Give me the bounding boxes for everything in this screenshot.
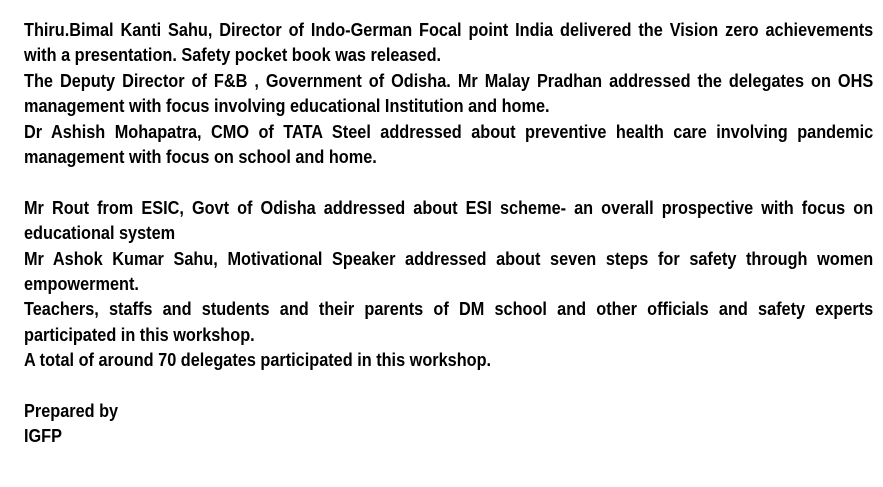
paragraph-esic: Mr Rout from ESIC, Govt of Odisha addressed about ESI scheme- an overall prospective with focus on educational system [24,196,874,244]
paragraph-spacer [24,169,873,194]
signature-spacer [24,373,873,398]
paragraph-vision-zero: Thiru.Bimal Kanti Sahu, Director of Indo-German Focal point India delivered the Vision zero achievements with a presentation. Safety pocket book was released. [24,19,874,66]
prepared-by-label: Prepared by [24,400,119,422]
paragraph-fb-deputy-director: The Deputy Director of F&B , Government of Odisha. Mr Malay Pradhan addressed the delegates on OHS management with focus involving educational Institution and home. [24,69,874,117]
document-body [24,17,873,449]
paragraph-tata-steel-cmo: Dr Ashish Mohapatra, CMO of TATA Steel addressed about preventive health care involving pandemic management with focus on school and home. [24,120,874,168]
paragraph-participants: Teachers, staffs and students and their parents of DM school and other officials and safety experts participated in this workshop. [24,298,874,345]
paragraph-total-delegates: A total of around 70 delegates participated in this workshop. [24,349,492,371]
organization-name: IGFP [24,425,62,447]
paragraph-motivational-speaker: Mr Ashok Kumar Sahu, Motivational Speaker addressed about seven steps for safety through women empowerment. [24,247,874,295]
